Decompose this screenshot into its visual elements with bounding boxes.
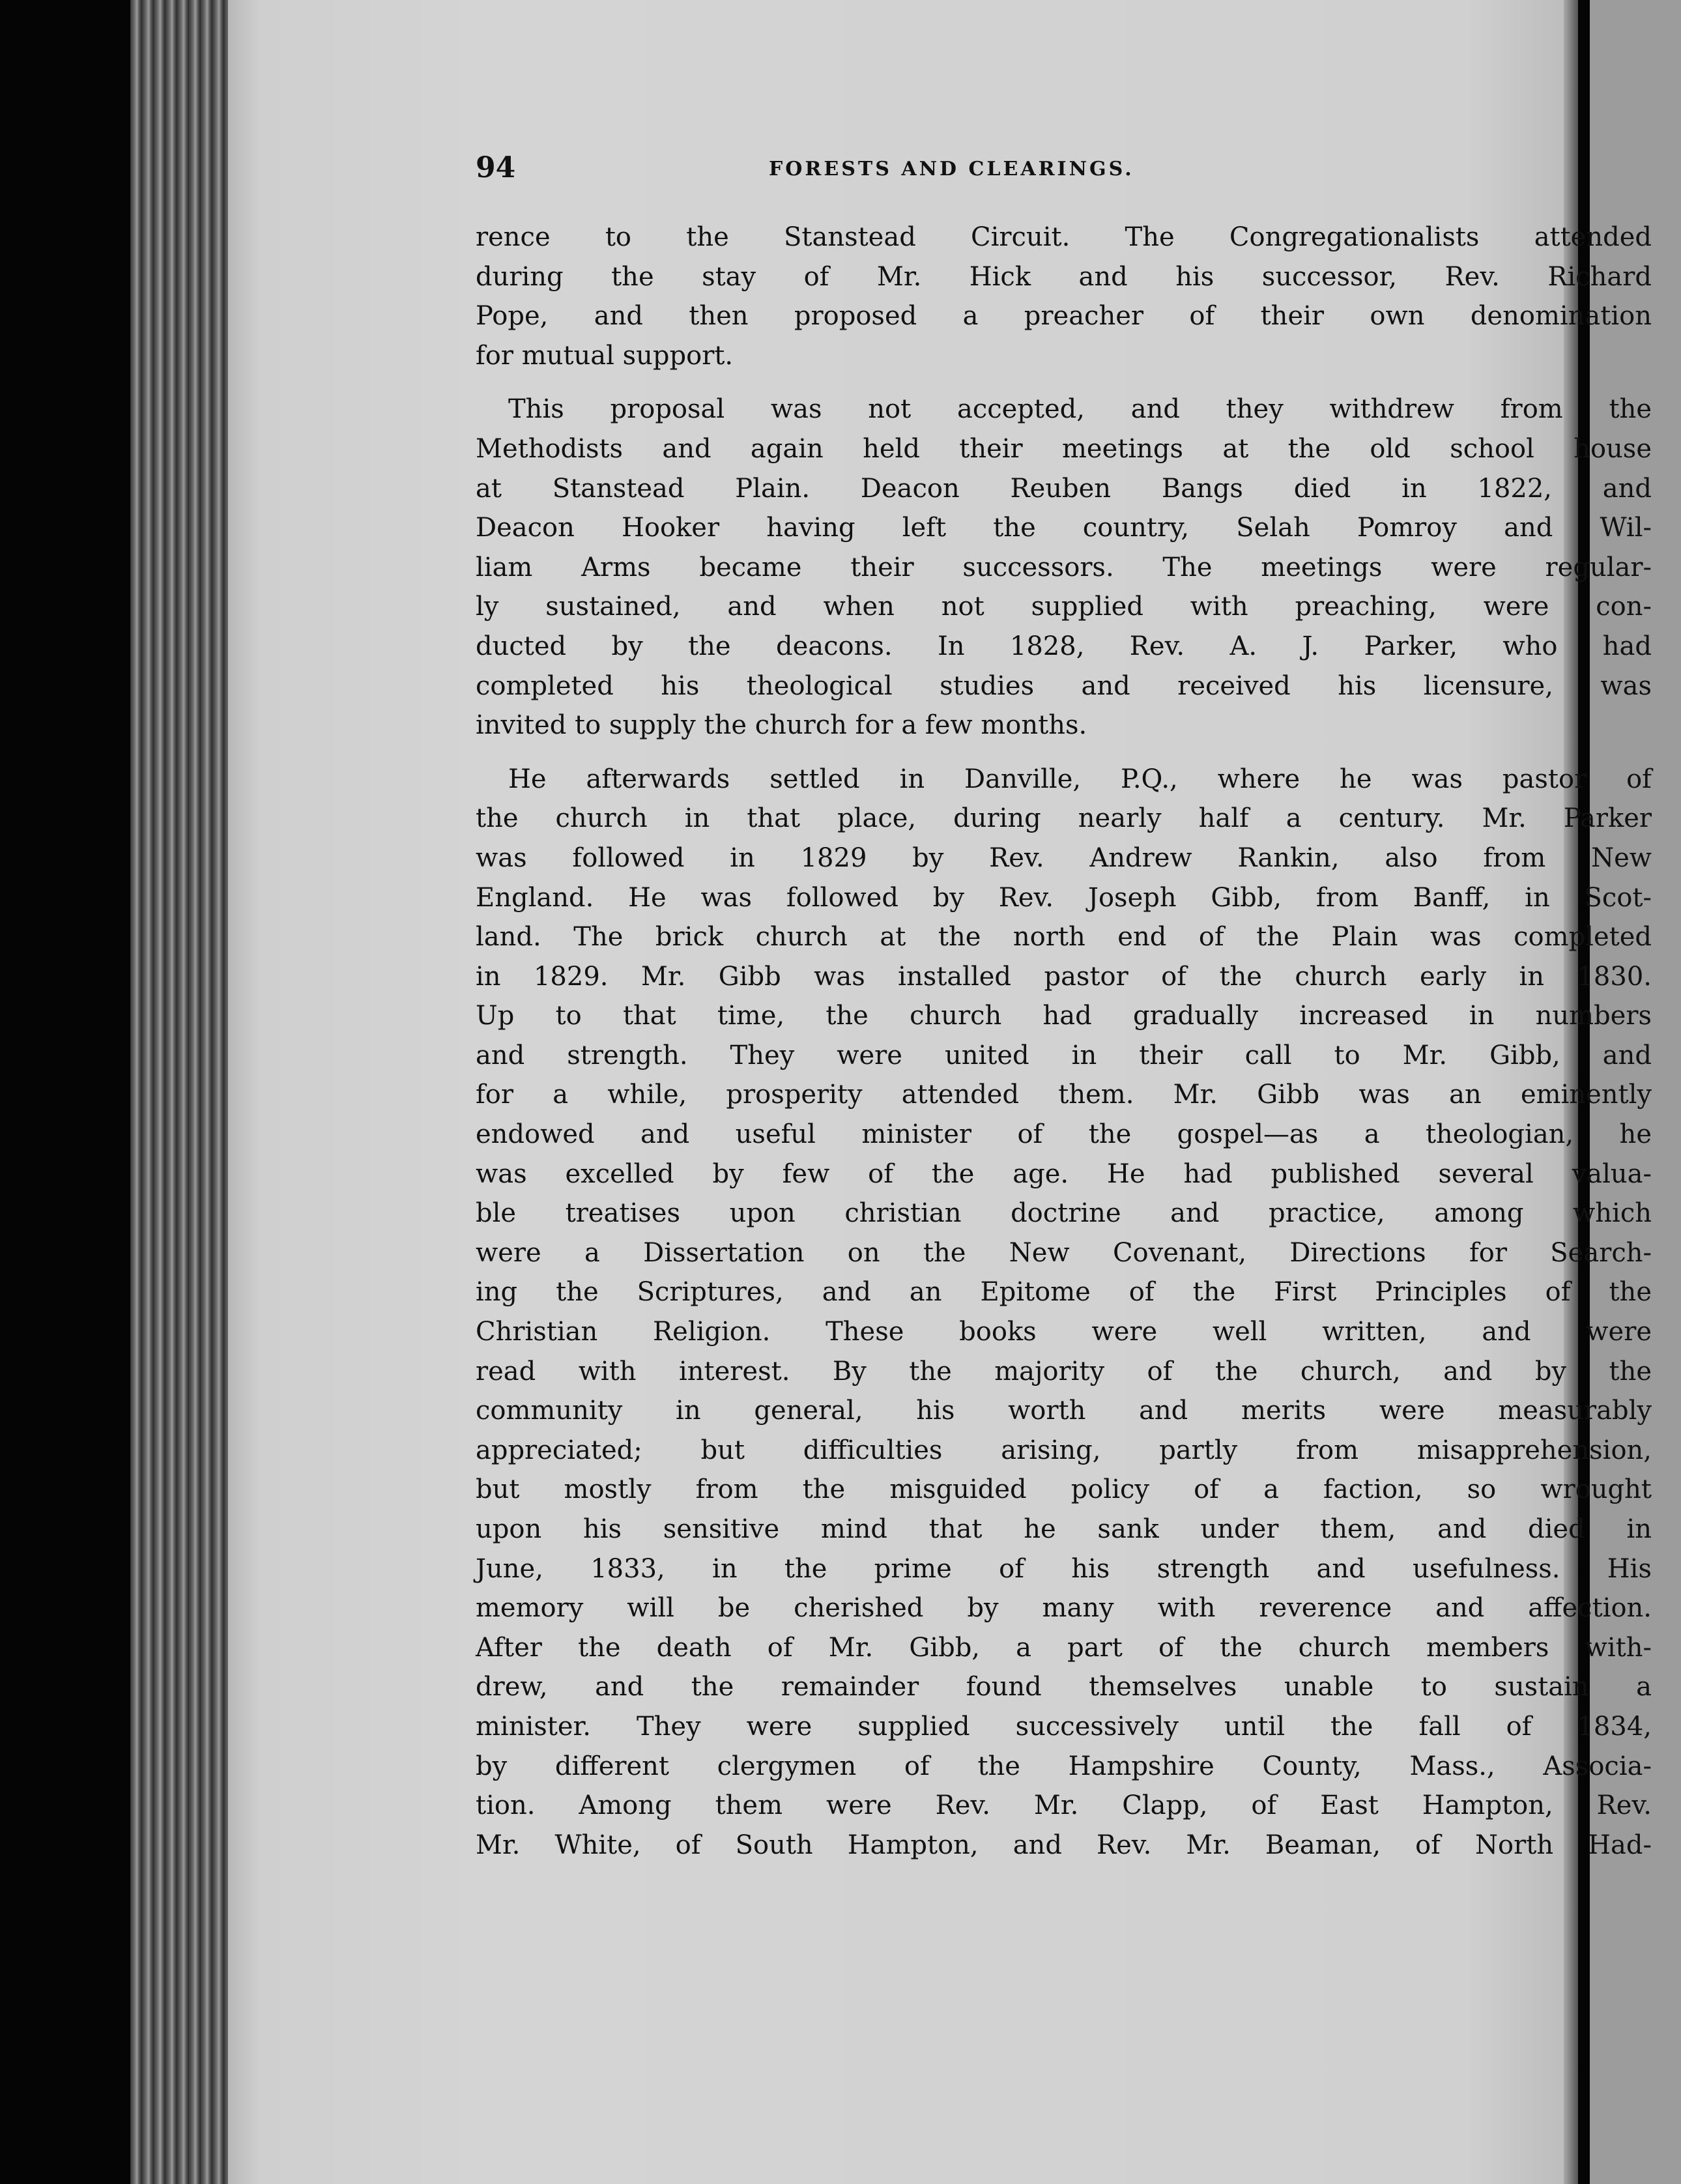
text-line: Deacon Hooker having left the country, Selah Pomroy and Wil- — [476, 513, 1652, 543]
text-line: completed his theological studies and received his licensure, was — [476, 670, 1652, 701]
text-line: by different clergymen of the Hampshire County, Mass., Associa- — [476, 1751, 1652, 1781]
text-line: during the stay of Mr. Hick and his successor, Rev. Richard — [476, 261, 1652, 292]
text-line: ble treatises upon christian doctrine and practice, among which — [476, 1198, 1652, 1229]
text-line: was followed in 1829 by Rev. Andrew Rankin, also from New — [476, 842, 1652, 873]
text-line: in 1829. Mr. Gibb was installed pastor of the church early in 1830. — [476, 961, 1652, 992]
text-line: drew, and the remainder found themselves unable to sustain a — [476, 1672, 1652, 1703]
text-line: Mr. White, of South Hampton, and Rev. Mr. Beaman, of North Had- — [476, 1830, 1652, 1860]
text-line: community in general, his worth and merits were measurably — [476, 1396, 1652, 1426]
text-line: ing the Scriptures, and an Epitome of the First Principles of the — [476, 1277, 1652, 1308]
book-page — [228, 0, 1652, 2184]
text-line: Christian Religion. These books were well written, and were — [476, 1317, 1652, 1347]
text-line: June, 1833, in the prime of his strength and usefulness. His — [476, 1553, 1652, 1584]
text-line: ly sustained, and when not supplied with preaching, were con- — [476, 592, 1652, 622]
text-line: were a Dissertation on the New Covenant, Directions for Search- — [476, 1237, 1652, 1268]
text-line: at Stanstead Plain. Deacon Reuben Bangs died in 1822, and — [476, 473, 1652, 504]
text-line: rence to the Stanstead Circuit. The Congregationalists attended — [476, 222, 1652, 252]
text-line: tion. Among them were Rev. Mr. Clapp, of East Hampton, Rev. — [476, 1790, 1652, 1821]
page-header — [228, 151, 1564, 197]
book-page-edges — [130, 0, 228, 2184]
page-number: 94 — [476, 151, 516, 184]
text-line: upon his sensitive mind that he sank under them, and died in — [476, 1514, 1652, 1544]
text-line: was excelled by few of the age. He had published several valua- — [476, 1158, 1652, 1189]
text-line: Pope, and then proposed a preacher of their own denomination — [476, 301, 1652, 332]
running-title: FORESTS AND CLEARINGS. — [769, 158, 1134, 180]
text-line: memory will be cherished by many with reverence and affection. — [476, 1593, 1652, 1624]
text-line: England. He was followed by Rev. Joseph Gibb, from Banff, in Scot- — [476, 882, 1652, 913]
text-line: land. The brick church at the north end of the Plain was completed — [476, 922, 1652, 953]
text-line: the church in that place, during nearly half a century. Mr. Parker — [476, 803, 1652, 834]
scan-left-margin — [0, 0, 130, 2184]
text-line: and strength. They were united in their call to Mr. Gibb, and — [476, 1040, 1652, 1070]
text-line: minister. They were supplied successively until the fall of 1834, — [476, 1711, 1652, 1742]
text-line: This proposal was not accepted, and they withdrew from the — [508, 394, 1652, 425]
text-line: After the death of Mr. Gibb, a part of the church members with- — [476, 1632, 1652, 1663]
text-line: read with interest. By the majority of the church, and by the — [476, 1356, 1652, 1387]
body-text — [476, 218, 1652, 1865]
text-line: He afterwards settled in Danville, P.Q., where he was pastor of — [508, 764, 1652, 794]
text-line: endowed and useful minister of the gospel—as a theologian, he — [476, 1119, 1652, 1150]
text-line: Methodists and again held their meetings at the old school house — [476, 433, 1652, 464]
text-line: for mutual support. — [476, 340, 734, 371]
text-line: invited to supply the church for a few months. — [476, 710, 1087, 741]
text-line: but mostly from the misguided policy of a faction, so wrought — [476, 1474, 1652, 1505]
text-line: ducted by the deacons. In 1828, Rev. A. J. Parker, who had — [476, 631, 1652, 661]
text-line: Up to that time, the church had gradually increased in numbers — [476, 1001, 1652, 1031]
text-line: for a while, prosperity attended them. Mr. Gibb was an eminently — [476, 1080, 1652, 1110]
text-line: appreciated; but difficulties arising, partly from misapprehension, — [476, 1435, 1652, 1465]
text-line: liam Arms became their successors. The meetings were regular- — [476, 552, 1652, 582]
